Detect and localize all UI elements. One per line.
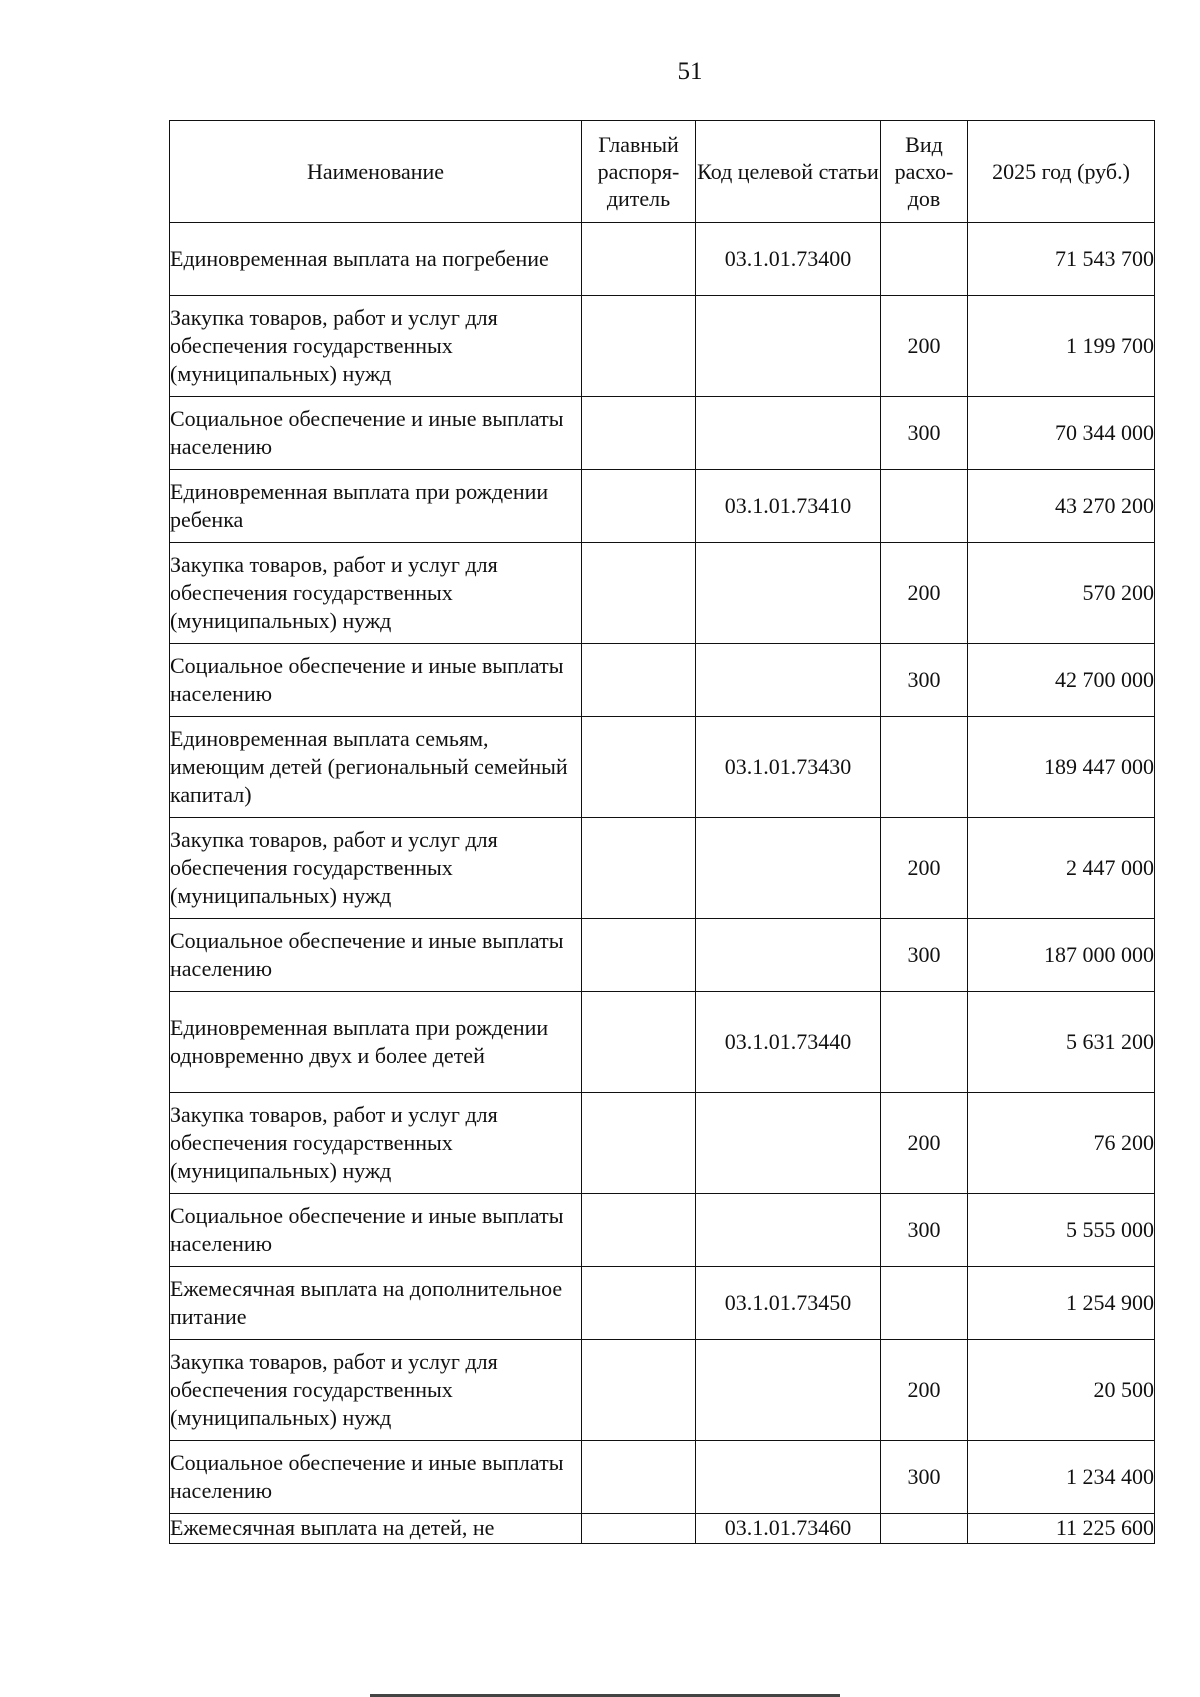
table-row <box>170 992 1155 1093</box>
row-code <box>696 919 881 992</box>
row-admin <box>582 1267 696 1340</box>
row-name: Закупка товаров, работ и услуг для обеспечения государственных (муниципальных) нужд <box>170 543 582 644</box>
table-row <box>170 1267 1155 1340</box>
row-admin <box>582 1340 696 1441</box>
row-amount: 76 200 <box>968 1093 1155 1194</box>
row-code <box>696 296 881 397</box>
row-name: Социальное обеспечение и иные выплаты населению <box>170 1194 582 1267</box>
row-name: Социальное обеспечение и иные выплаты населению <box>170 1441 582 1514</box>
row-name: Социальное обеспечение и иные выплаты населению <box>170 919 582 992</box>
row-type: 200 <box>881 296 968 397</box>
row-type: 300 <box>881 397 968 470</box>
row-admin <box>582 1514 696 1544</box>
row-admin <box>582 1194 696 1267</box>
row-amount: 189 447 000 <box>968 717 1155 818</box>
row-code <box>696 543 881 644</box>
table-row <box>170 470 1155 543</box>
row-admin <box>582 992 696 1093</box>
row-name: Закупка товаров, работ и услуг для обеспечения государственных (муниципальных) нужд <box>170 296 582 397</box>
row-name: Социальное обеспечение и иные выплаты населению <box>170 644 582 717</box>
row-amount: 1 254 900 <box>968 1267 1155 1340</box>
row-type: 200 <box>881 543 968 644</box>
row-code <box>696 818 881 919</box>
row-code <box>696 1441 881 1514</box>
row-admin <box>582 470 696 543</box>
row-admin <box>582 717 696 818</box>
row-code: 03.1.01.73400 <box>696 223 881 296</box>
row-type <box>881 223 968 296</box>
budget-table <box>169 120 1155 1544</box>
row-name: Закупка товаров, работ и услуг для обеспечения государственных (муниципальных) нужд <box>170 1340 582 1441</box>
row-amount: 42 700 000 <box>968 644 1155 717</box>
row-amount: 43 270 200 <box>968 470 1155 543</box>
row-admin <box>582 818 696 919</box>
row-type: 200 <box>881 1093 968 1194</box>
row-amount: 1 199 700 <box>968 296 1155 397</box>
row-type: 300 <box>881 919 968 992</box>
row-name: Единовременная выплата на погребение <box>170 223 582 296</box>
row-amount: 71 543 700 <box>968 223 1155 296</box>
row-type: 300 <box>881 644 968 717</box>
row-type <box>881 992 968 1093</box>
row-admin <box>582 1093 696 1194</box>
row-code: 03.1.01.73440 <box>696 992 881 1093</box>
table-row <box>170 1514 1155 1544</box>
row-amount: 1 234 400 <box>968 1441 1155 1514</box>
table-header-row <box>170 121 1155 223</box>
row-admin <box>582 919 696 992</box>
row-code <box>696 1194 881 1267</box>
table-row <box>170 1093 1155 1194</box>
table-row <box>170 818 1155 919</box>
row-code <box>696 644 881 717</box>
row-amount: 2 447 000 <box>968 818 1155 919</box>
table-row <box>170 1194 1155 1267</box>
table-row <box>170 397 1155 470</box>
row-name: Единовременная выплата при рождении одновременно двух и более детей <box>170 992 582 1093</box>
row-amount: 570 200 <box>968 543 1155 644</box>
table-row <box>170 296 1155 397</box>
row-type: 300 <box>881 1441 968 1514</box>
row-type <box>881 470 968 543</box>
header-code: Код целевой статьи <box>696 121 881 223</box>
row-admin <box>582 543 696 644</box>
row-code <box>696 397 881 470</box>
row-code <box>696 1340 881 1441</box>
row-code: 03.1.01.73460 <box>696 1514 881 1544</box>
row-admin <box>582 1441 696 1514</box>
table-row <box>170 1441 1155 1514</box>
row-code <box>696 1093 881 1194</box>
row-amount: 70 344 000 <box>968 397 1155 470</box>
row-type: 300 <box>881 1194 968 1267</box>
row-name: Закупка товаров, работ и услуг для обеспечения государственных (муниципальных) нужд <box>170 1093 582 1194</box>
table-row <box>170 717 1155 818</box>
header-type: Вид расхо-дов <box>881 121 968 223</box>
row-type <box>881 1267 968 1340</box>
row-amount: 5 631 200 <box>968 992 1155 1093</box>
header-name: Наименование <box>170 121 582 223</box>
row-code: 03.1.01.73430 <box>696 717 881 818</box>
row-type: 200 <box>881 818 968 919</box>
table-row <box>170 1340 1155 1441</box>
row-code: 03.1.01.73410 <box>696 470 881 543</box>
row-amount: 11 225 600 <box>968 1514 1155 1544</box>
row-admin <box>582 397 696 470</box>
row-name: Закупка товаров, работ и услуг для обеспечения государственных (муниципальных) нужд <box>170 818 582 919</box>
table-row <box>170 223 1155 296</box>
table-row <box>170 644 1155 717</box>
header-amount: 2025 год (руб.) <box>968 121 1155 223</box>
row-code: 03.1.01.73450 <box>696 1267 881 1340</box>
row-admin <box>582 223 696 296</box>
row-type: 200 <box>881 1340 968 1441</box>
header-admin: Главный распоря-дитель <box>582 121 696 223</box>
row-name: Единовременная выплата семьям, имеющим детей (региональный семейный капитал) <box>170 717 582 818</box>
row-amount: 20 500 <box>968 1340 1155 1441</box>
row-name: Социальное обеспечение и иные выплаты населению <box>170 397 582 470</box>
table-row <box>170 543 1155 644</box>
row-admin <box>582 296 696 397</box>
row-name: Ежемесячная выплата на детей, не <box>170 1514 582 1544</box>
page-number: 51 <box>677 58 703 85</box>
row-amount: 5 555 000 <box>968 1194 1155 1267</box>
row-name: Ежемесячная выплата на дополнительное питание <box>170 1267 582 1340</box>
row-type <box>881 717 968 818</box>
row-admin <box>582 644 696 717</box>
table-row <box>170 919 1155 992</box>
row-amount: 187 000 000 <box>968 919 1155 992</box>
row-type <box>881 1514 968 1544</box>
row-name: Единовременная выплата при рождении ребенка <box>170 470 582 543</box>
